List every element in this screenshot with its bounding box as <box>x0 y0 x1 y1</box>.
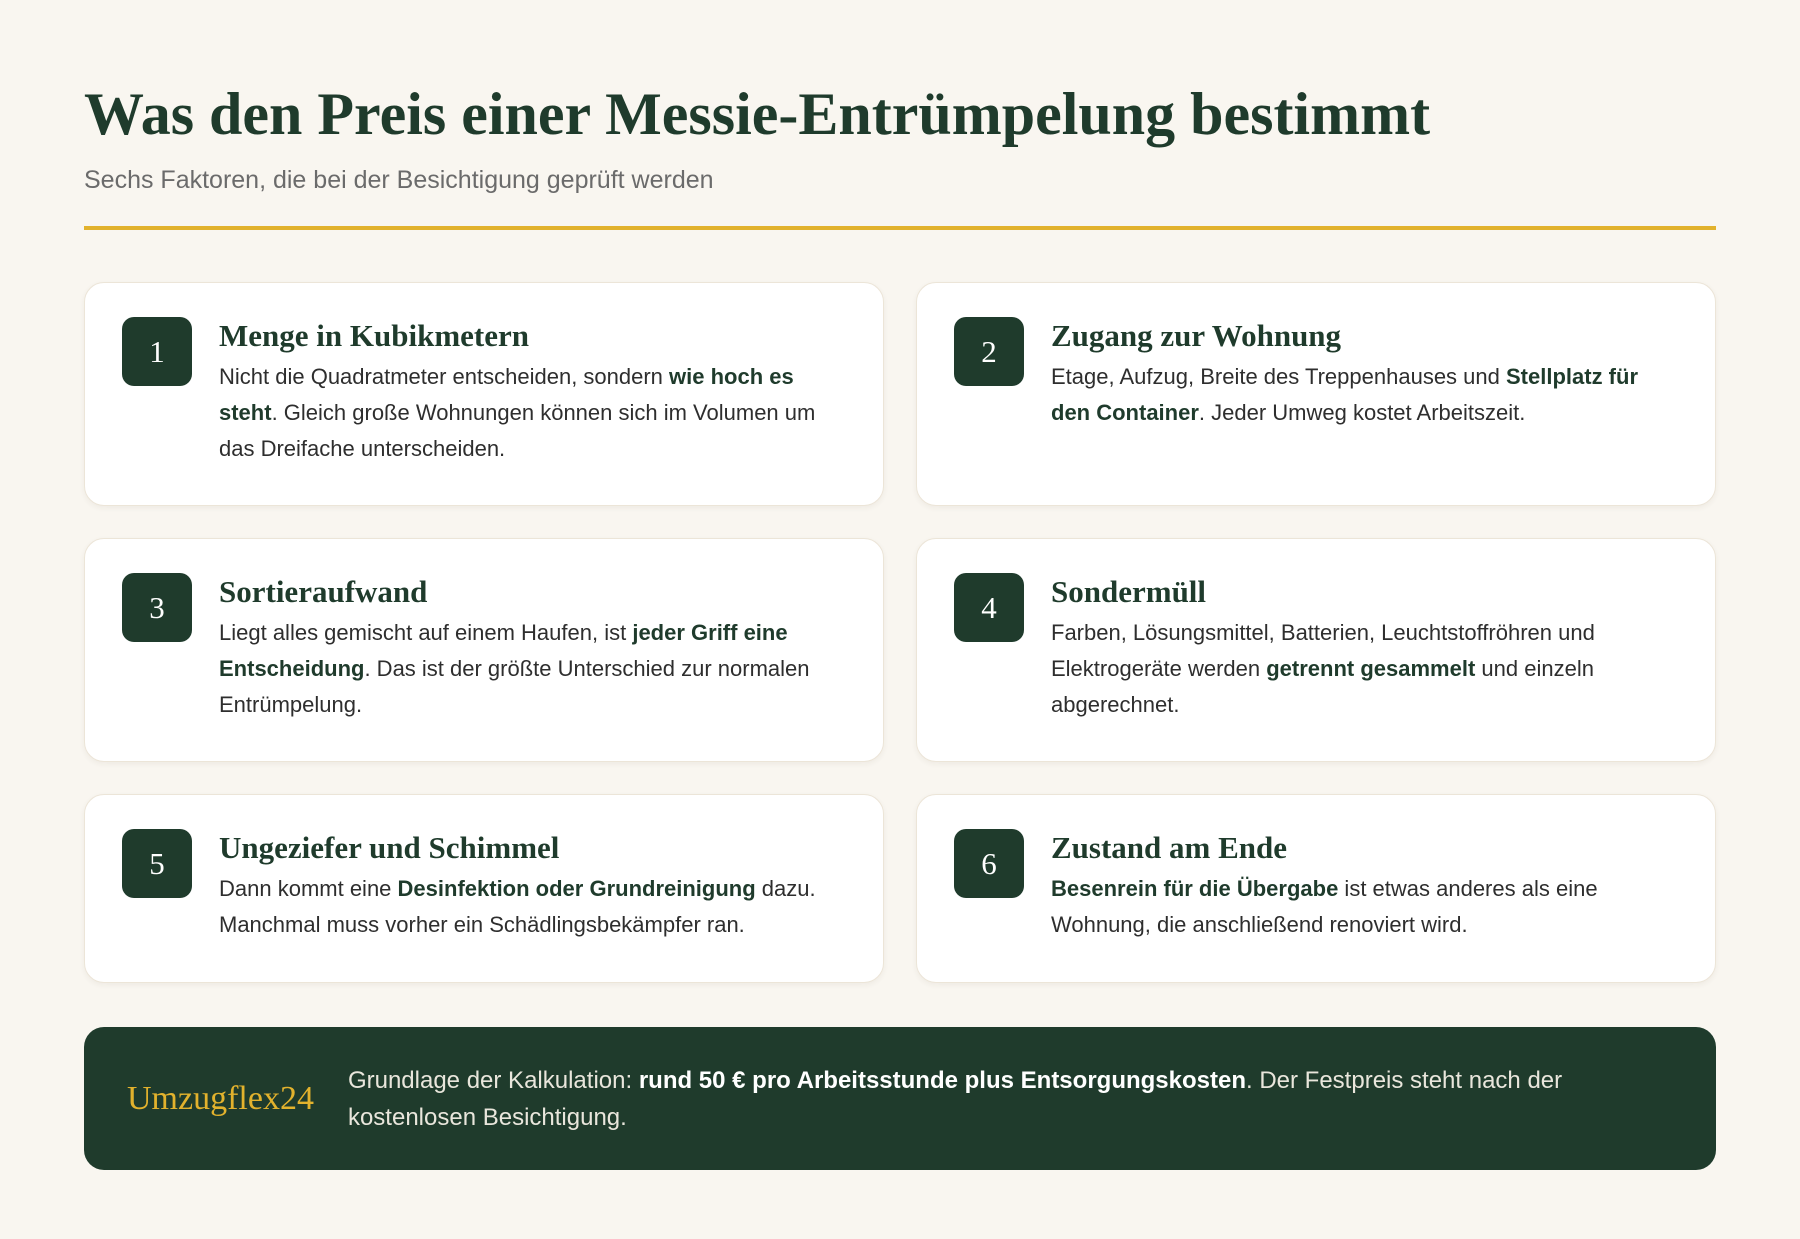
text-segment: Dann kommt eine <box>219 876 398 901</box>
text-segment: und einzeln abgerechnet. <box>1051 656 1594 717</box>
factor-title: Zustand am Ende <box>1051 830 1288 865</box>
text-segment: . Das ist der größte Unterschied zur normalen Entrümpelung. <box>219 656 810 717</box>
pricing-footer <box>84 1027 1716 1170</box>
pricing-note <box>348 1062 1676 1136</box>
factor-title: Sortieraufwand <box>219 574 428 609</box>
card-body <box>219 317 847 467</box>
factor-card <box>916 794 1716 983</box>
emphasis-text: Besenrein für die Übergabe <box>1051 876 1339 901</box>
brand-name: Umzugflex24 <box>127 1079 314 1117</box>
factor-text <box>1051 359 1679 431</box>
factor-title: Menge in Kubikmetern <box>219 318 529 353</box>
text-segment: . Gleich große Wohnungen können sich im Volumen um das Dreifache unterscheiden. <box>219 400 816 461</box>
emphasis-text: Stellplatz für den Container <box>1051 364 1639 425</box>
number-badge: 4 <box>954 573 1024 642</box>
factor-card <box>916 538 1716 762</box>
number-badge: 2 <box>954 317 1024 386</box>
emphasis-text: getrennt gesammelt <box>1266 656 1476 681</box>
page-subtitle: Sechs Faktoren, die bei der Besichtigung geprüft werden <box>84 166 714 194</box>
factor-title: Zugang zur Wohnung <box>1051 318 1342 353</box>
text-segment: Etage, Aufzug, Breite des Treppenhauses und <box>1051 364 1506 389</box>
factor-text <box>219 359 847 467</box>
text-segment: dazu. Manchmal muss vorher ein Schädlingsbekämpfer ran. <box>219 876 816 937</box>
number-badge: 3 <box>122 573 192 642</box>
emphasis-text: wie hoch es steht <box>219 364 794 425</box>
card-body <box>1051 317 1679 431</box>
text-segment: ist etwas anderes als eine Wohnung, die anschließend renoviert wird. <box>1051 876 1598 937</box>
emphasis-text: Desinfektion oder Grundreinigung <box>397 876 756 901</box>
number-badge: 5 <box>122 829 192 898</box>
text-segment: Farben, Lösungsmittel, Batterien, Leuchtstoffröhren und Elektrogeräte werden <box>1051 620 1595 681</box>
factor-title: Ungeziefer und Schimmel <box>219 830 560 865</box>
divider <box>84 226 1716 230</box>
text-segment: . Jeder Umweg kostet Arbeitszeit. <box>1198 400 1526 425</box>
emphasis-text: jeder Griff eine Entscheidung <box>219 620 788 681</box>
factor-text <box>1051 615 1679 723</box>
factor-text <box>1051 871 1679 943</box>
factor-card <box>84 282 884 506</box>
emphasis-text: rund 50 € pro Arbeitsstunde plus Entsorgungskosten <box>638 1066 1246 1094</box>
factor-title: Sondermüll <box>1051 574 1207 609</box>
factor-text <box>219 615 847 723</box>
card-body <box>1051 573 1679 723</box>
text-segment: Liegt alles gemischt auf einem Haufen, ist <box>219 620 633 645</box>
card-body <box>219 829 847 943</box>
number-badge: 1 <box>122 317 192 386</box>
text-segment: . Der Festpreis steht nach der kostenlosen Besichtigung. <box>347 1066 1563 1131</box>
text-segment: Nicht die Quadratmeter entscheiden, sondern <box>219 364 670 389</box>
factor-text <box>219 871 847 943</box>
card-body <box>1051 829 1679 943</box>
factor-grid <box>84 282 1716 983</box>
number-badge: 6 <box>954 829 1024 898</box>
factor-card <box>916 282 1716 506</box>
card-body <box>219 573 847 723</box>
text-segment: Grundlage der Kalkulation: <box>347 1066 639 1094</box>
factor-card <box>84 538 884 762</box>
factor-card <box>84 794 884 983</box>
page-title: Was den Preis einer Messie-Entrümpelung bestimmt <box>84 81 1431 147</box>
